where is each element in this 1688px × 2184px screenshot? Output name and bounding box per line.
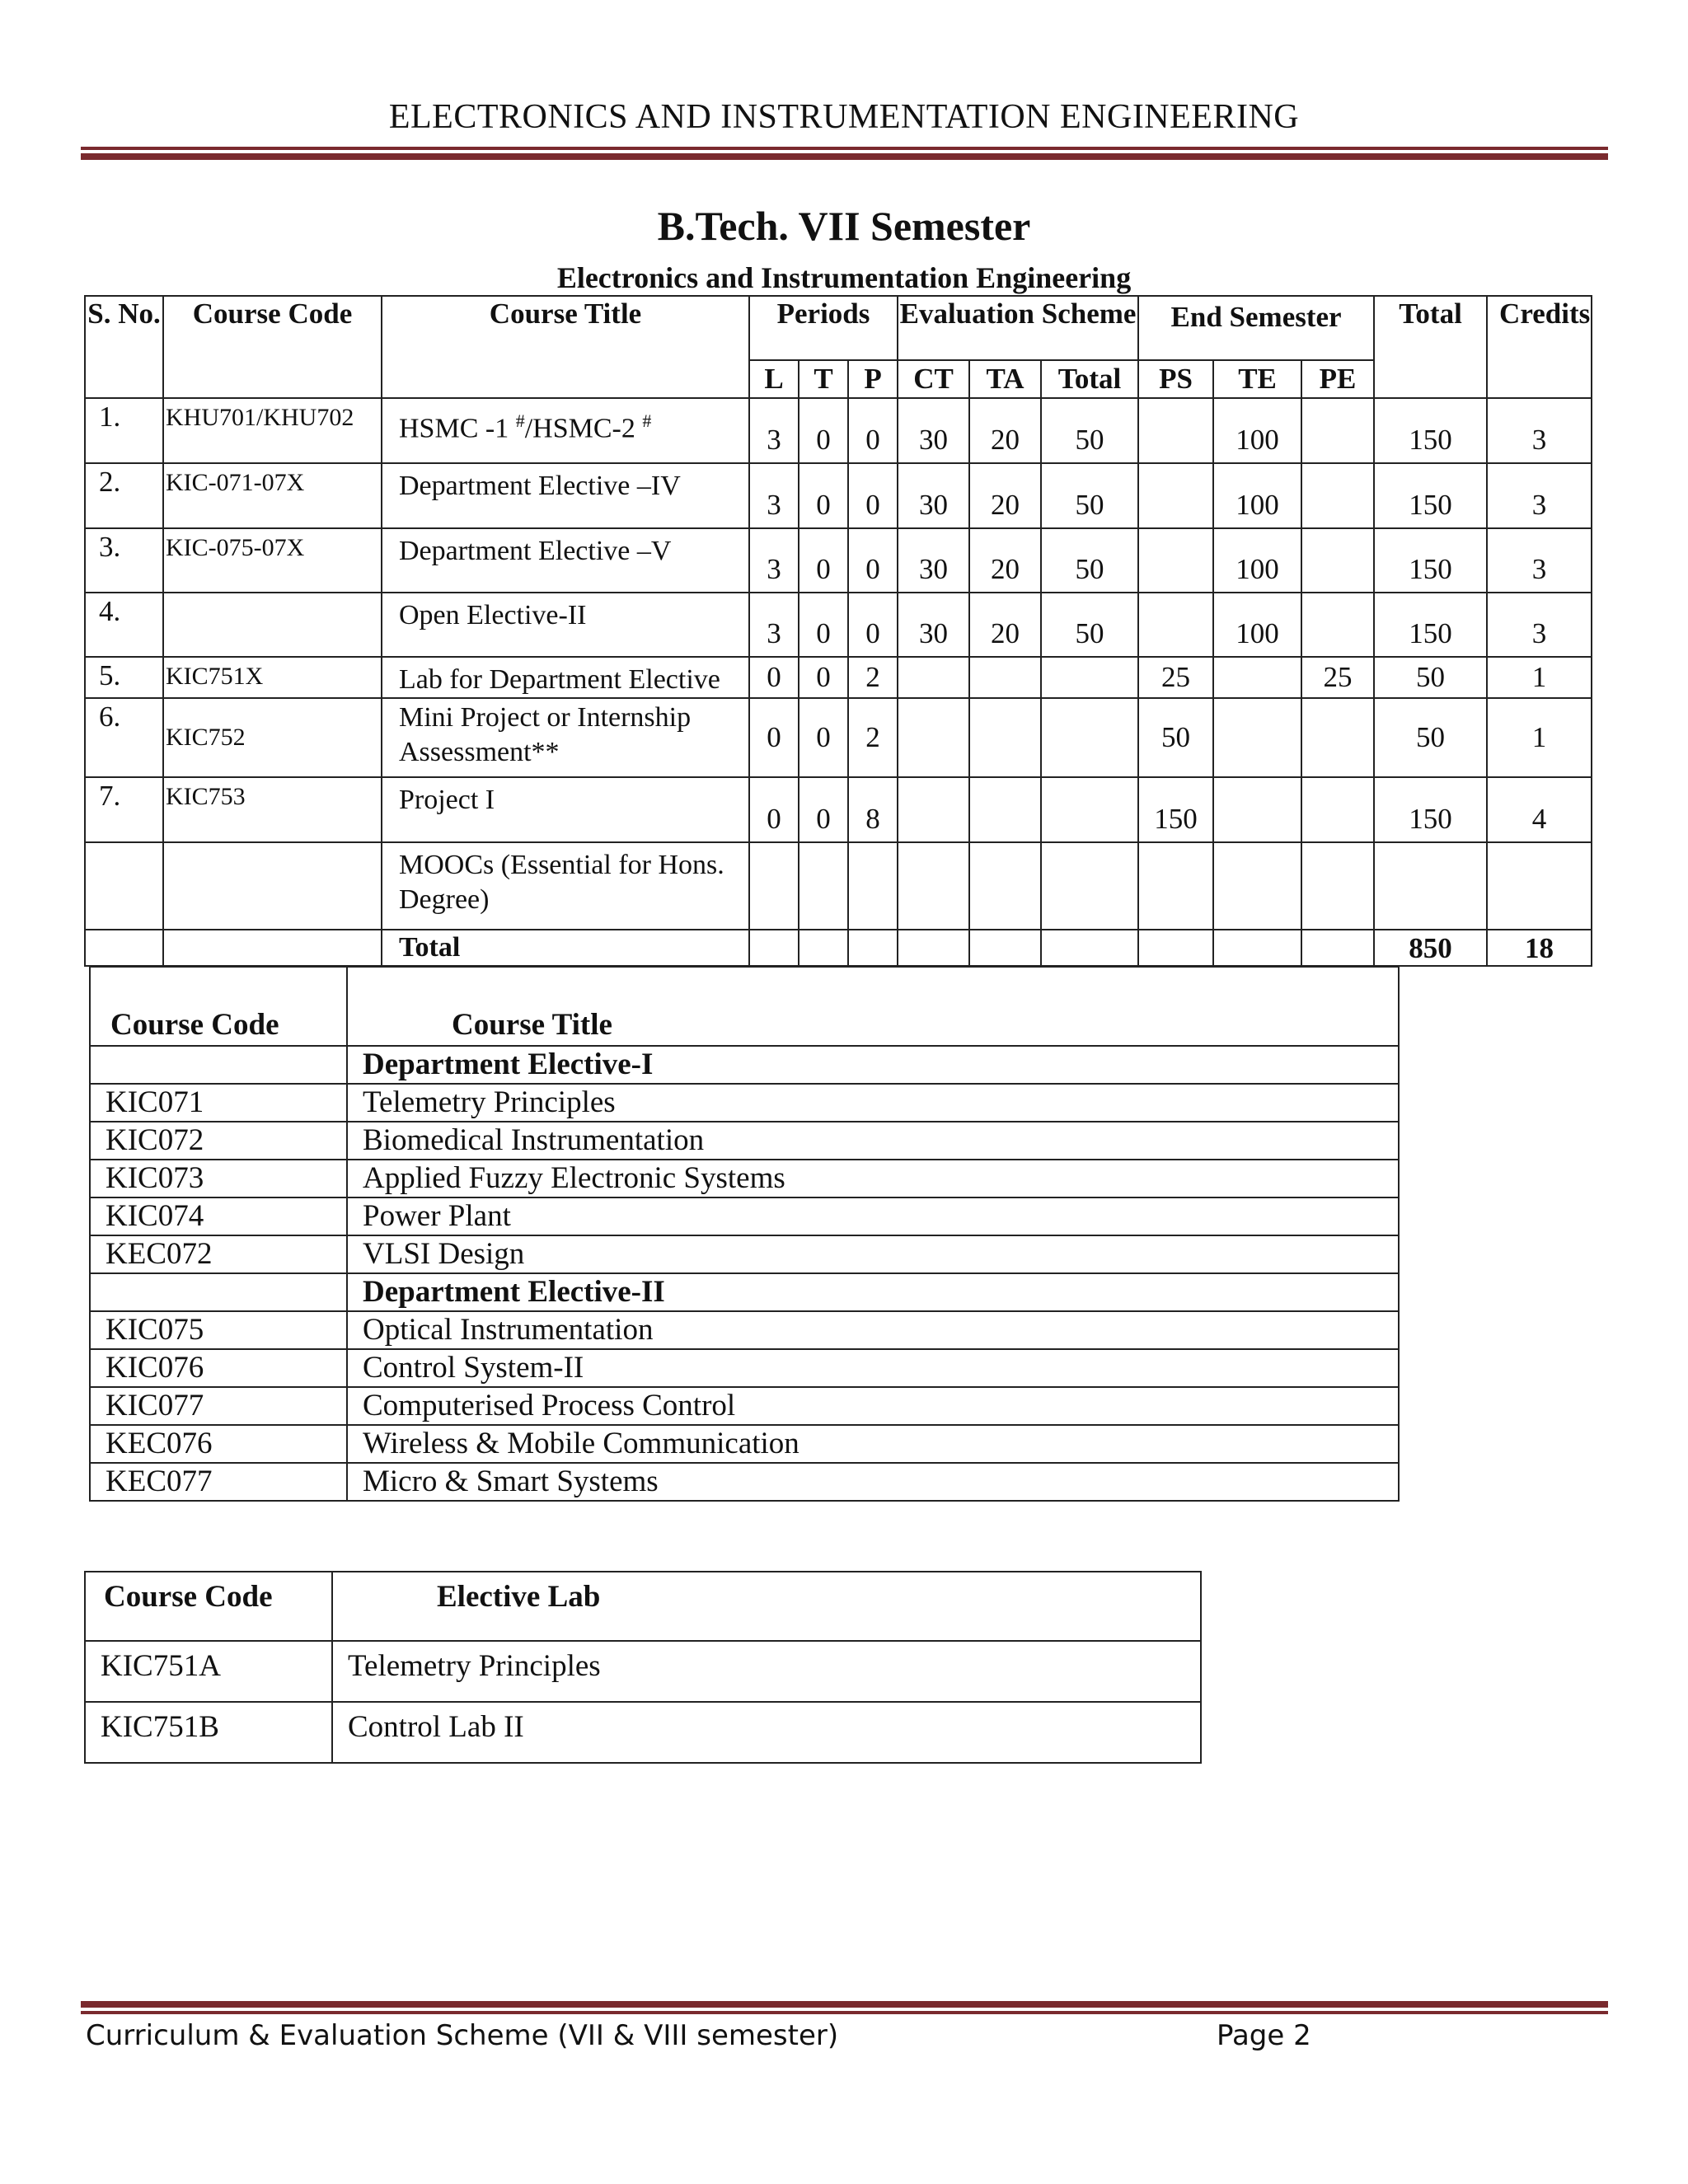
row-total: 150 xyxy=(1374,528,1487,593)
footer-rule-thick xyxy=(81,2001,1608,2008)
row-TA xyxy=(969,777,1041,842)
row-eval-total: 50 xyxy=(1041,398,1138,463)
department-electives-table xyxy=(89,966,1400,1502)
elective-code: KEC077 xyxy=(90,1463,347,1501)
row-course-code xyxy=(163,842,382,930)
page-number: Page 2 xyxy=(1217,2019,1311,2052)
list-item xyxy=(90,1387,1399,1425)
row-course-code: KHU701/KHU702 xyxy=(163,398,382,463)
elective-code: KIC077 xyxy=(90,1387,347,1425)
elective-code: KIC074 xyxy=(90,1197,347,1235)
row-TE: 100 xyxy=(1213,528,1301,593)
header-TE: TE xyxy=(1213,360,1301,398)
row-credits: 3 xyxy=(1487,463,1592,528)
total-cell-empty xyxy=(848,930,898,966)
row-L: 3 xyxy=(749,593,799,657)
row-TA: 20 xyxy=(969,528,1041,593)
row-L: 3 xyxy=(749,528,799,593)
header-sno: S. No. xyxy=(85,296,163,398)
row-P: 0 xyxy=(848,528,898,593)
row-sno: 4. xyxy=(85,593,163,657)
row-sno: 3. xyxy=(85,528,163,593)
header-T: T xyxy=(799,360,848,398)
header-CT: CT xyxy=(898,360,969,398)
elective-code: KEC076 xyxy=(90,1425,347,1463)
lab-code: KIC751B xyxy=(85,1702,332,1763)
row-TE xyxy=(1213,842,1301,930)
header-L: L xyxy=(749,360,799,398)
header-row-top xyxy=(85,296,1592,360)
total-label: Total xyxy=(382,930,749,966)
footer-caption: Curriculum & Evaluation Scheme (VII & VIII semester) xyxy=(86,2019,839,2052)
row-PS xyxy=(1138,593,1213,657)
elective-title: Micro & Smart Systems xyxy=(347,1463,1399,1501)
row-credits: 3 xyxy=(1487,528,1592,593)
row-PE xyxy=(1301,842,1374,930)
table-row xyxy=(85,463,1592,528)
table-row xyxy=(85,528,1592,593)
row-PS xyxy=(1138,842,1213,930)
elective-title: Control System-II xyxy=(347,1349,1399,1387)
total-credits: 18 xyxy=(1487,930,1592,966)
row-TE xyxy=(1213,657,1301,698)
row-total: 50 xyxy=(1374,657,1487,698)
row-course-code: KIC-071-07X xyxy=(163,463,382,528)
elective-title: Computerised Process Control xyxy=(347,1387,1399,1425)
row-PS: 25 xyxy=(1138,657,1213,698)
table-row xyxy=(85,1702,1201,1763)
row-PS xyxy=(1138,528,1213,593)
group-code-empty xyxy=(90,1273,347,1311)
lab-title: Telemetry Principles xyxy=(332,1641,1201,1702)
row-credits: 1 xyxy=(1487,698,1592,777)
elective-title: Telemetry Principles xyxy=(347,1084,1399,1122)
elective-code: KIC072 xyxy=(90,1122,347,1160)
total-cell-empty xyxy=(1213,930,1301,966)
row-L: 0 xyxy=(749,657,799,698)
row-PE: 25 xyxy=(1301,657,1374,698)
elective-lab-table xyxy=(84,1571,1202,1764)
list-item xyxy=(90,1349,1399,1387)
row-credits: 1 xyxy=(1487,657,1592,698)
row-course-code: KIC752 xyxy=(163,698,382,777)
elective-code: KIC076 xyxy=(90,1349,347,1387)
lab-header-title: Elective Lab xyxy=(332,1572,1201,1641)
header-TA: TA xyxy=(969,360,1041,398)
row-CT xyxy=(898,842,969,930)
row-course-code: KIC753 xyxy=(163,777,382,842)
row-course-title: MOOCs (Essential for Hons. Degree) xyxy=(382,842,749,930)
elective-group-title: Department Elective-II xyxy=(347,1273,1399,1311)
row-PE xyxy=(1301,398,1374,463)
row-course-title: Mini Project or Internship Assessment** xyxy=(382,698,749,777)
header-course-title: Course Title xyxy=(382,296,749,398)
header-eval-total: Total xyxy=(1041,360,1138,398)
row-PS xyxy=(1138,398,1213,463)
total-row xyxy=(85,930,1592,966)
row-P: 2 xyxy=(848,657,898,698)
row-PE xyxy=(1301,593,1374,657)
row-course-title: Lab for Department Elective xyxy=(382,657,749,698)
row-eval-total xyxy=(1041,777,1138,842)
list-item xyxy=(90,1311,1399,1349)
row-T: 0 xyxy=(799,593,848,657)
row-course-code xyxy=(163,593,382,657)
elective-code: KEC072 xyxy=(90,1235,347,1273)
list-item xyxy=(90,1425,1399,1463)
row-T: 0 xyxy=(799,698,848,777)
row-PE xyxy=(1301,463,1374,528)
row-eval-total: 50 xyxy=(1041,593,1138,657)
elective-title: Applied Fuzzy Electronic Systems xyxy=(347,1160,1399,1197)
row-PS: 150 xyxy=(1138,777,1213,842)
elective-title: Wireless & Mobile Communication xyxy=(347,1425,1399,1463)
row-eval-total: 50 xyxy=(1041,463,1138,528)
elective-group-row xyxy=(90,1273,1399,1311)
row-TE xyxy=(1213,777,1301,842)
row-L: 0 xyxy=(749,698,799,777)
list-item xyxy=(90,1160,1399,1197)
elective-title: VLSI Design xyxy=(347,1235,1399,1273)
row-course-code: KIC751X xyxy=(163,657,382,698)
title-sup-2: # xyxy=(642,410,652,431)
row-credits: 4 xyxy=(1487,777,1592,842)
row-course-title xyxy=(382,398,749,463)
elective-code: KIC073 xyxy=(90,1160,347,1197)
row-PE xyxy=(1301,698,1374,777)
row-TE: 100 xyxy=(1213,593,1301,657)
row-eval-total xyxy=(1041,657,1138,698)
row-sno xyxy=(85,842,163,930)
row-T xyxy=(799,842,848,930)
title-sup-1: # xyxy=(515,410,525,431)
total-cell-empty xyxy=(799,930,848,966)
group-code-empty xyxy=(90,1046,347,1084)
row-TA xyxy=(969,842,1041,930)
header-credits: Credits xyxy=(1487,296,1592,398)
row-T: 0 xyxy=(799,777,848,842)
table-row xyxy=(85,698,1592,777)
row-PS: 50 xyxy=(1138,698,1213,777)
row-P: 8 xyxy=(848,777,898,842)
row-TA: 20 xyxy=(969,593,1041,657)
elective-group-row xyxy=(90,1046,1399,1084)
row-total: 150 xyxy=(1374,398,1487,463)
header-course-code: Course Code xyxy=(163,296,382,398)
table-row xyxy=(85,1641,1201,1702)
table-row xyxy=(85,593,1592,657)
header-periods: Periods xyxy=(749,296,898,360)
row-course-title: Department Elective –V xyxy=(382,528,749,593)
page-header: ELECTRONICS AND INSTRUMENTATION ENGINEERING xyxy=(388,98,1300,136)
header-total: Total xyxy=(1374,296,1487,398)
lab-header-row xyxy=(85,1572,1201,1641)
total-code-empty xyxy=(163,930,382,966)
document-title: B.Tech. VII Semester xyxy=(657,203,1031,249)
row-P: 0 xyxy=(848,398,898,463)
row-CT: 30 xyxy=(898,528,969,593)
row-CT xyxy=(898,698,969,777)
elective-code: KIC071 xyxy=(90,1084,347,1122)
header-PS: PS xyxy=(1138,360,1213,398)
row-credits xyxy=(1487,842,1592,930)
row-TA: 20 xyxy=(969,463,1041,528)
total-sno-empty xyxy=(85,930,163,966)
row-total: 150 xyxy=(1374,463,1487,528)
lab-header-code: Course Code xyxy=(85,1572,332,1641)
row-TE: 100 xyxy=(1213,398,1301,463)
row-TE: 100 xyxy=(1213,463,1301,528)
total-cell-empty xyxy=(1041,930,1138,966)
row-course-title: Project I xyxy=(382,777,749,842)
elective-code: KIC075 xyxy=(90,1311,347,1349)
row-T: 0 xyxy=(799,657,848,698)
row-credits: 3 xyxy=(1487,593,1592,657)
row-sno: 2. xyxy=(85,463,163,528)
header-rule-thin xyxy=(81,147,1608,150)
row-P xyxy=(848,842,898,930)
row-eval-total: 50 xyxy=(1041,528,1138,593)
row-P: 0 xyxy=(848,593,898,657)
row-eval-total xyxy=(1041,842,1138,930)
row-TE xyxy=(1213,698,1301,777)
table-row xyxy=(85,657,1592,698)
row-CT xyxy=(898,657,969,698)
total-cell-empty xyxy=(898,930,969,966)
list-item xyxy=(90,1235,1399,1273)
header-end-semester xyxy=(1138,296,1374,360)
row-L: 0 xyxy=(749,777,799,842)
row-total: 50 xyxy=(1374,698,1487,777)
header-rule-thick xyxy=(81,153,1608,160)
row-course-title: Department Elective –IV xyxy=(382,463,749,528)
row-course-code: KIC-075-07X xyxy=(163,528,382,593)
row-total xyxy=(1374,842,1487,930)
total-cell-empty xyxy=(1301,930,1374,966)
table-row xyxy=(85,398,1592,463)
total-cell-empty xyxy=(969,930,1041,966)
electives-header-title: Course Title xyxy=(347,967,1399,1046)
row-CT: 30 xyxy=(898,593,969,657)
row-sno: 1. xyxy=(85,398,163,463)
elective-title: Power Plant xyxy=(347,1197,1399,1235)
list-item xyxy=(90,1197,1399,1235)
row-T: 0 xyxy=(799,398,848,463)
total-cell-empty xyxy=(749,930,799,966)
header-PE: PE xyxy=(1301,360,1374,398)
table-row xyxy=(85,777,1592,842)
row-CT xyxy=(898,777,969,842)
table-row xyxy=(85,842,1592,930)
row-TA xyxy=(969,657,1041,698)
row-sno: 5. xyxy=(85,657,163,698)
row-L: 3 xyxy=(749,463,799,528)
semester-scheme-table xyxy=(84,295,1592,967)
electives-header-row xyxy=(90,967,1399,1046)
elective-title: Optical Instrumentation xyxy=(347,1311,1399,1349)
lab-title: Control Lab II xyxy=(332,1702,1201,1763)
list-item xyxy=(90,1084,1399,1122)
row-sno: 7. xyxy=(85,777,163,842)
row-T: 0 xyxy=(799,463,848,528)
row-course-title: Open Elective-II xyxy=(382,593,749,657)
row-PS xyxy=(1138,463,1213,528)
row-TA: 20 xyxy=(969,398,1041,463)
end-semester-label: End Semester xyxy=(1170,301,1342,333)
row-PE xyxy=(1301,777,1374,842)
row-total: 150 xyxy=(1374,777,1487,842)
row-L: 3 xyxy=(749,398,799,463)
lab-code: KIC751A xyxy=(85,1641,332,1702)
elective-group-title: Department Elective-I xyxy=(347,1046,1399,1084)
row-credits: 3 xyxy=(1487,398,1592,463)
list-item xyxy=(90,1463,1399,1501)
row-PE xyxy=(1301,528,1374,593)
row-L xyxy=(749,842,799,930)
title-part-b: /HSMC-2 xyxy=(524,413,643,444)
grand-total: 850 xyxy=(1374,930,1487,966)
document-subtitle: Electronics and Instrumentation Engineering xyxy=(556,261,1132,294)
electives-header-code: Course Code xyxy=(90,967,347,1046)
row-CT: 30 xyxy=(898,398,969,463)
elective-title: Biomedical Instrumentation xyxy=(347,1122,1399,1160)
row-T: 0 xyxy=(799,528,848,593)
row-CT: 30 xyxy=(898,463,969,528)
list-item xyxy=(90,1122,1399,1160)
row-P: 2 xyxy=(848,698,898,777)
title-part-a: HSMC -1 xyxy=(399,413,516,444)
row-total: 150 xyxy=(1374,593,1487,657)
footer-rule-thin xyxy=(81,2011,1608,2014)
header-evaluation-scheme: Evaluation Scheme xyxy=(898,296,1138,360)
row-eval-total xyxy=(1041,698,1138,777)
total-cell-empty xyxy=(1138,930,1213,966)
row-P: 0 xyxy=(848,463,898,528)
header-P: P xyxy=(848,360,898,398)
row-sno: 6. xyxy=(85,698,163,777)
row-TA xyxy=(969,698,1041,777)
